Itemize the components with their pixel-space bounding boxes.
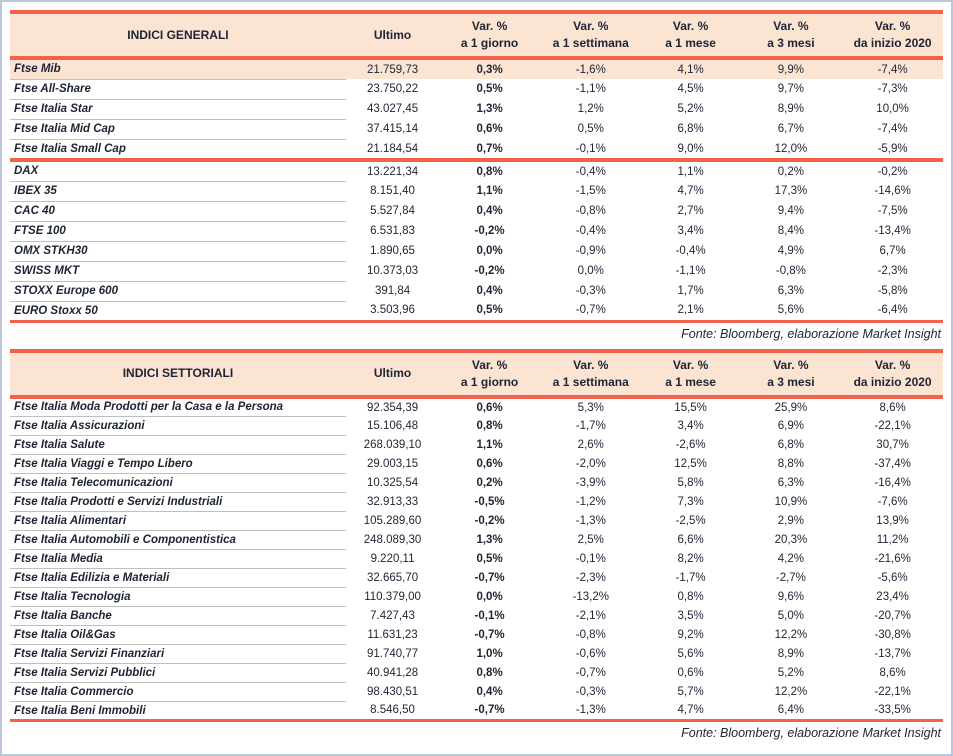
var-pct-cell: 8,8% [777,458,804,470]
var-pct-cell: 0,7% [476,142,503,155]
var-pct-cell: 0,8% [476,667,503,679]
ultimo-value-cell: 23.750,22 [366,83,419,95]
var-pct-cell: 4,9% [777,245,804,257]
index-name-cell: Ftse Mib [10,59,346,79]
var-pct-cell: -0,7% [575,667,606,679]
var-pct-cell: -0,1% [575,142,606,155]
var-pct-cell: 5,6% [740,301,843,321]
var-pct-cell: -1,7% [675,572,706,584]
var-pct-cell: 5,3% [577,401,604,414]
var-pct-cell: -0,7% [474,572,505,584]
column-header-var-1-settimana: Var. % a 1 settimana [552,357,629,389]
index-name-cell: CAC 40 [10,201,346,221]
ultimo-value-cell: 43.027,45 [366,103,419,115]
ultimo-value-cell: 10.325,54 [366,477,419,489]
ultimo-value-cell: 92.354,39 [366,401,419,414]
var-pct-cell: -0,8% [775,265,806,277]
column-header-var-3-mesi: Var. % a 3 mesi [767,19,815,50]
var-pct-cell: 5,0% [777,610,804,622]
var-pct-cell: 25,9% [774,401,808,414]
var-pct-cell: -0,7% [540,301,642,321]
index-name-cell: Ftse Italia Edilizia e Materiali [10,569,346,588]
var-pct-cell: -30,8% [874,629,911,641]
var-pct-cell: 0,6% [476,458,503,470]
var-pct-cell: 3,5% [677,610,704,622]
var-pct-cell: 4,1% [677,63,704,76]
table-row [10,59,943,79]
var-pct-cell: 0,8% [677,591,704,603]
ultimo-value-cell: 40.941,28 [366,667,419,679]
var-pct-cell: 9,0% [677,142,704,155]
source-note: Fonte: Bloomberg, elaborazione Market Insight [681,326,941,341]
var-pct-cell: 12,0% [774,142,808,155]
var-pct-cell: 0,3% [476,63,503,76]
var-pct-cell: -1,5% [575,185,606,197]
var-pct-cell: -2,1% [575,610,606,622]
index-name-cell: Ftse Italia Small Cap [10,139,346,159]
var-pct-cell: 5,7% [677,686,704,698]
index-name-cell: DAX [10,161,346,181]
var-pct-cell: 1,1% [476,185,503,197]
ultimo-value-cell: 8.546,50 [346,702,439,721]
var-pct-cell: -37,4% [874,458,911,470]
var-pct-cell: 5,8% [677,477,704,489]
table-row [10,550,943,569]
var-pct-cell: 0,6% [476,123,503,135]
var-pct-cell: -13,4% [874,225,911,237]
table-row [10,119,943,139]
column-header-var-1-mese: Var. % a 1 mese [665,19,716,50]
var-pct-cell: 9,6% [777,591,804,603]
index-name-cell: Ftse Italia Servizi Finanziari [10,645,346,664]
table-row [10,436,943,455]
table-row [10,645,943,664]
var-pct-cell: -7,5% [877,205,908,217]
var-pct-cell: 15,5% [674,401,707,414]
table-row [10,569,943,588]
var-pct-cell: 30,7% [876,439,909,451]
var-pct-cell: -2,7% [775,572,806,584]
var-pct-cell: -0,7% [439,702,540,721]
table-row [10,221,943,241]
column-header-var-1-giorno: Var. % a 1 giorno [460,357,519,389]
var-pct-cell: -13,7% [874,648,911,660]
table-row [10,398,943,417]
index-name-cell: Ftse Italia Moda Prodotti per la Casa e la Persona [10,398,346,417]
column-header-var-inizio-2020: Var. % da inizio 2020 [853,19,932,50]
var-pct-cell: -5,9% [877,142,908,155]
table-row [10,417,943,436]
var-pct-cell: 2,1% [642,301,740,321]
var-pct-cell: 7,3% [677,496,704,508]
ultimo-value-cell: 5.527,84 [370,205,415,217]
var-pct-cell: 12,2% [774,629,808,641]
var-pct-cell: -1,7% [575,420,606,432]
ultimo-value-cell: 248.089,30 [363,534,422,546]
var-pct-cell: 12,5% [674,458,707,470]
table-row [10,99,943,119]
var-pct-cell: 6,6% [677,534,704,546]
var-pct-cell: 1,7% [677,285,704,297]
var-pct-cell: 8,9% [777,103,804,115]
table-row [10,201,943,221]
var-pct-cell: 1,3% [476,103,503,115]
var-pct-cell: -13,2% [572,591,609,603]
column-header-var-inizio-2020: Var. % da inizio 2020 [853,357,932,389]
var-pct-cell: -2,0% [575,458,606,470]
var-pct-cell: 6,8% [677,123,704,135]
table-row [10,139,943,159]
table-row [10,474,943,493]
var-pct-cell: -0,8% [575,205,606,217]
var-pct-cell: -0,4% [575,225,606,237]
var-pct-cell: 0,8% [476,165,503,178]
table-row [10,281,943,301]
ultimo-value-cell: 32.913,33 [366,496,419,508]
index-name-cell: Ftse Italia Salute [10,436,346,455]
var-pct-cell: -0,3% [575,686,606,698]
table-row [10,455,943,474]
var-pct-cell: 0,6% [476,401,503,414]
table-row [10,626,943,645]
var-pct-cell: -1,1% [675,265,706,277]
table-header-row [10,351,943,396]
var-pct-cell: 0,0% [577,265,604,277]
var-pct-cell: -7,4% [877,123,908,135]
ultimo-value-cell: 391,84 [374,285,411,297]
index-name-cell: Ftse Italia Star [10,99,346,119]
table-title: INDICI SETTORIALI [122,366,234,380]
var-pct-cell: 0,2% [777,165,804,178]
var-pct-cell: -0,2% [474,265,505,277]
var-pct-cell: -0,4% [675,245,706,257]
var-pct-cell: -22,1% [874,686,911,698]
index-name-cell: Ftse Italia Banche [10,607,346,626]
var-pct-cell: 11,2% [876,534,909,546]
ultimo-value-cell: 21.184,54 [366,142,419,155]
var-pct-cell: 0,6% [677,667,704,679]
table-row [10,301,943,321]
var-pct-cell: -0,3% [575,285,606,297]
ultimo-value-cell: 3.503,96 [346,301,439,321]
table-title: INDICI GENERALI [127,27,229,42]
column-header-var-1-mese: Var. % a 1 mese [665,357,716,389]
index-name-cell: Ftse Italia Prodotti e Servizi Industriali [10,493,346,512]
var-pct-cell: 1,1% [677,165,704,178]
index-name-cell: Ftse Italia Viaggi e Tempo Libero [10,455,346,474]
table-row [10,683,943,702]
var-pct-cell: -0,9% [575,245,606,257]
table-row [10,664,943,683]
ultimo-value-cell: 98.430,51 [366,686,419,698]
var-pct-cell: 6,7% [879,245,906,257]
var-pct-cell: 17,3% [774,185,808,197]
table-row [10,531,943,550]
index-name-cell: Ftse Italia Tecnologia [10,588,346,607]
var-pct-cell: -0,2% [474,515,505,527]
var-pct-cell: -0,1% [575,553,606,565]
var-pct-cell: 1,0% [476,648,503,660]
var-pct-cell: 4,5% [677,83,704,95]
ultimo-value-cell: 8.151,40 [370,185,415,197]
var-pct-cell: 5,2% [777,667,804,679]
index-name-cell: SWISS MKT [10,261,346,281]
ultimo-value-cell: 37.415,14 [366,123,419,135]
index-name-cell: Ftse Italia Alimentari [10,512,346,531]
var-pct-cell: 13,9% [876,515,909,527]
var-pct-cell: -0,8% [575,629,606,641]
table-row [10,512,943,531]
index-name-cell: STOXX Europe 600 [10,281,346,301]
var-pct-cell: -33,5% [842,702,943,721]
var-pct-cell: 10,9% [774,496,808,508]
var-pct-cell: 8,6% [879,667,906,679]
table-row [10,79,943,99]
var-pct-cell: 0,5% [439,301,540,321]
table-row [10,181,943,201]
index-name-cell: FTSE 100 [10,221,346,241]
var-pct-cell: -0,1% [474,610,505,622]
ultimo-value-cell: 32.665,70 [366,572,419,584]
var-pct-cell: -6,4% [842,301,943,321]
var-pct-cell: 0,5% [577,123,604,135]
var-pct-cell: -22,1% [874,420,911,432]
var-pct-cell: -5,6% [877,572,908,584]
var-pct-cell: 0,5% [476,83,503,95]
index-name-cell: IBEX 35 [10,181,346,201]
var-pct-cell: -0,4% [575,165,606,178]
var-pct-cell: -0,2% [877,165,908,178]
indici-settoriali-table [10,349,943,723]
var-pct-cell: -1,1% [575,83,606,95]
ultimo-value-cell: 268.039,10 [363,439,422,451]
var-pct-cell: 2,6% [577,439,604,451]
var-pct-cell: -2,3% [877,265,908,277]
var-pct-cell: -7,3% [877,83,908,95]
ultimo-value-cell: 10.373,03 [366,265,419,277]
var-pct-cell: -14,6% [874,185,911,197]
ultimo-value-cell: 13.221,34 [366,165,419,178]
var-pct-cell: -7,6% [877,496,908,508]
var-pct-cell: 0,4% [476,285,503,297]
var-pct-cell: 2,7% [677,205,704,217]
ultimo-value-cell: 1.890,65 [370,245,415,257]
var-pct-cell: -2,5% [675,515,706,527]
var-pct-cell: 2,5% [577,534,604,546]
var-pct-cell: 12,2% [774,686,808,698]
index-name-cell: Ftse Italia Assicurazioni [10,417,346,436]
var-pct-cell: -7,4% [877,63,908,76]
index-name-cell: EURO Stoxx 50 [10,301,346,321]
var-pct-cell: -20,7% [874,610,911,622]
table-row [10,261,943,281]
var-pct-cell: 6,4% [740,702,843,721]
var-pct-cell: 20,3% [774,534,808,546]
var-pct-cell: 6,3% [777,285,804,297]
var-pct-cell: 1,2% [577,103,604,115]
column-header-ultimo: Ultimo [373,366,412,380]
var-pct-cell: 1,1% [476,439,503,451]
var-pct-cell: 0,4% [476,205,503,217]
column-header-var-1-giorno: Var. % a 1 giorno [460,19,519,50]
var-pct-cell: 8,9% [777,648,804,660]
var-pct-cell: 9,2% [677,629,704,641]
index-name-cell: Ftse Italia Automobili e Componentistica [10,531,346,550]
ultimo-value-cell: 91.740,77 [366,648,419,660]
var-pct-cell: 5,2% [677,103,704,115]
ultimo-value-cell: 110.379,00 [364,591,421,603]
var-pct-cell: -1,3% [540,702,642,721]
index-name-cell: OMX STKH30 [10,241,346,261]
var-pct-cell: 0,8% [476,420,503,432]
index-name-cell: Ftse All-Share [10,79,346,99]
indici-generali-table [10,10,943,323]
ultimo-value-cell: 105.289,60 [363,515,422,527]
ultimo-value-cell: 29.003,15 [366,458,419,470]
var-pct-cell: 2,9% [777,515,804,527]
index-name-cell: Ftse Italia Servizi Pubblici [10,664,346,683]
var-pct-cell: 10,0% [876,103,909,115]
var-pct-cell: 3,4% [677,225,704,237]
var-pct-cell: 23,4% [876,591,909,603]
var-pct-cell: -1,6% [575,63,606,76]
index-name-cell: Ftse Italia Media [10,550,346,569]
var-pct-cell: -21,6% [874,553,911,565]
table-row [10,493,943,512]
var-pct-cell: -5,8% [877,285,908,297]
ultimo-value-cell: 15.106,48 [366,420,419,432]
column-header-var-3-mesi: Var. % a 3 mesi [767,357,815,389]
table-row [10,588,943,607]
var-pct-cell: 9,7% [777,83,804,95]
var-pct-cell: -0,6% [575,648,606,660]
var-pct-cell: 0,4% [476,686,503,698]
var-pct-cell: 0,0% [476,591,503,603]
table-row [10,161,943,181]
ultimo-value-cell: 21.759,73 [366,63,419,76]
var-pct-cell: -0,5% [474,496,505,508]
column-header-ultimo: Ultimo [373,27,412,42]
var-pct-cell: 6,7% [777,123,804,135]
source-note: Fonte: Bloomberg, elaborazione Market Insight [681,726,941,740]
ultimo-value-cell: 11.631,23 [367,629,418,641]
table-header-row [10,12,943,57]
var-pct-cell: 9,9% [777,63,804,76]
var-pct-cell: -2,3% [575,572,606,584]
index-name-cell: Ftse Italia Telecomunicazioni [10,474,346,493]
var-pct-cell: 0,0% [476,245,503,257]
table-row [10,702,943,721]
ultimo-value-cell: 7.427,43 [370,610,415,622]
var-pct-cell: 0,2% [476,477,503,489]
var-pct-cell: 6,8% [777,439,804,451]
var-pct-cell: -1,3% [575,515,606,527]
var-pct-cell: 8,4% [777,225,804,237]
index-name-cell: Ftse Italia Commercio [10,683,346,702]
var-pct-cell: 5,6% [677,648,704,660]
var-pct-cell: -2,6% [675,439,706,451]
index-name-cell: Ftse Italia Beni Immobili [10,702,346,721]
table-row [10,607,943,626]
var-pct-cell: 1,3% [476,534,503,546]
var-pct-cell: -16,4% [874,477,911,489]
column-header-var-1-settimana: Var. % a 1 settimana [552,19,629,50]
table-row [10,241,943,261]
index-name-cell: Ftse Italia Mid Cap [10,119,346,139]
var-pct-cell: -0,7% [474,629,505,641]
ultimo-value-cell: 6.531,83 [370,225,415,237]
var-pct-cell: 9,4% [777,205,804,217]
var-pct-cell: 8,2% [677,553,704,565]
var-pct-cell: 3,4% [677,420,704,432]
ultimo-value-cell: 9.220,11 [370,553,415,565]
var-pct-cell: -3,9% [575,477,606,489]
var-pct-cell: -0,2% [474,225,505,237]
var-pct-cell: 4,2% [777,553,804,565]
var-pct-cell: 6,3% [777,477,804,489]
var-pct-cell: 8,6% [879,401,906,414]
var-pct-cell: 4,7% [642,702,740,721]
var-pct-cell: 0,5% [476,553,503,565]
var-pct-cell: -1,2% [575,496,606,508]
var-pct-cell: 4,7% [677,185,704,197]
index-name-cell: Ftse Italia Oil&Gas [10,626,346,645]
var-pct-cell: 6,9% [777,420,804,432]
